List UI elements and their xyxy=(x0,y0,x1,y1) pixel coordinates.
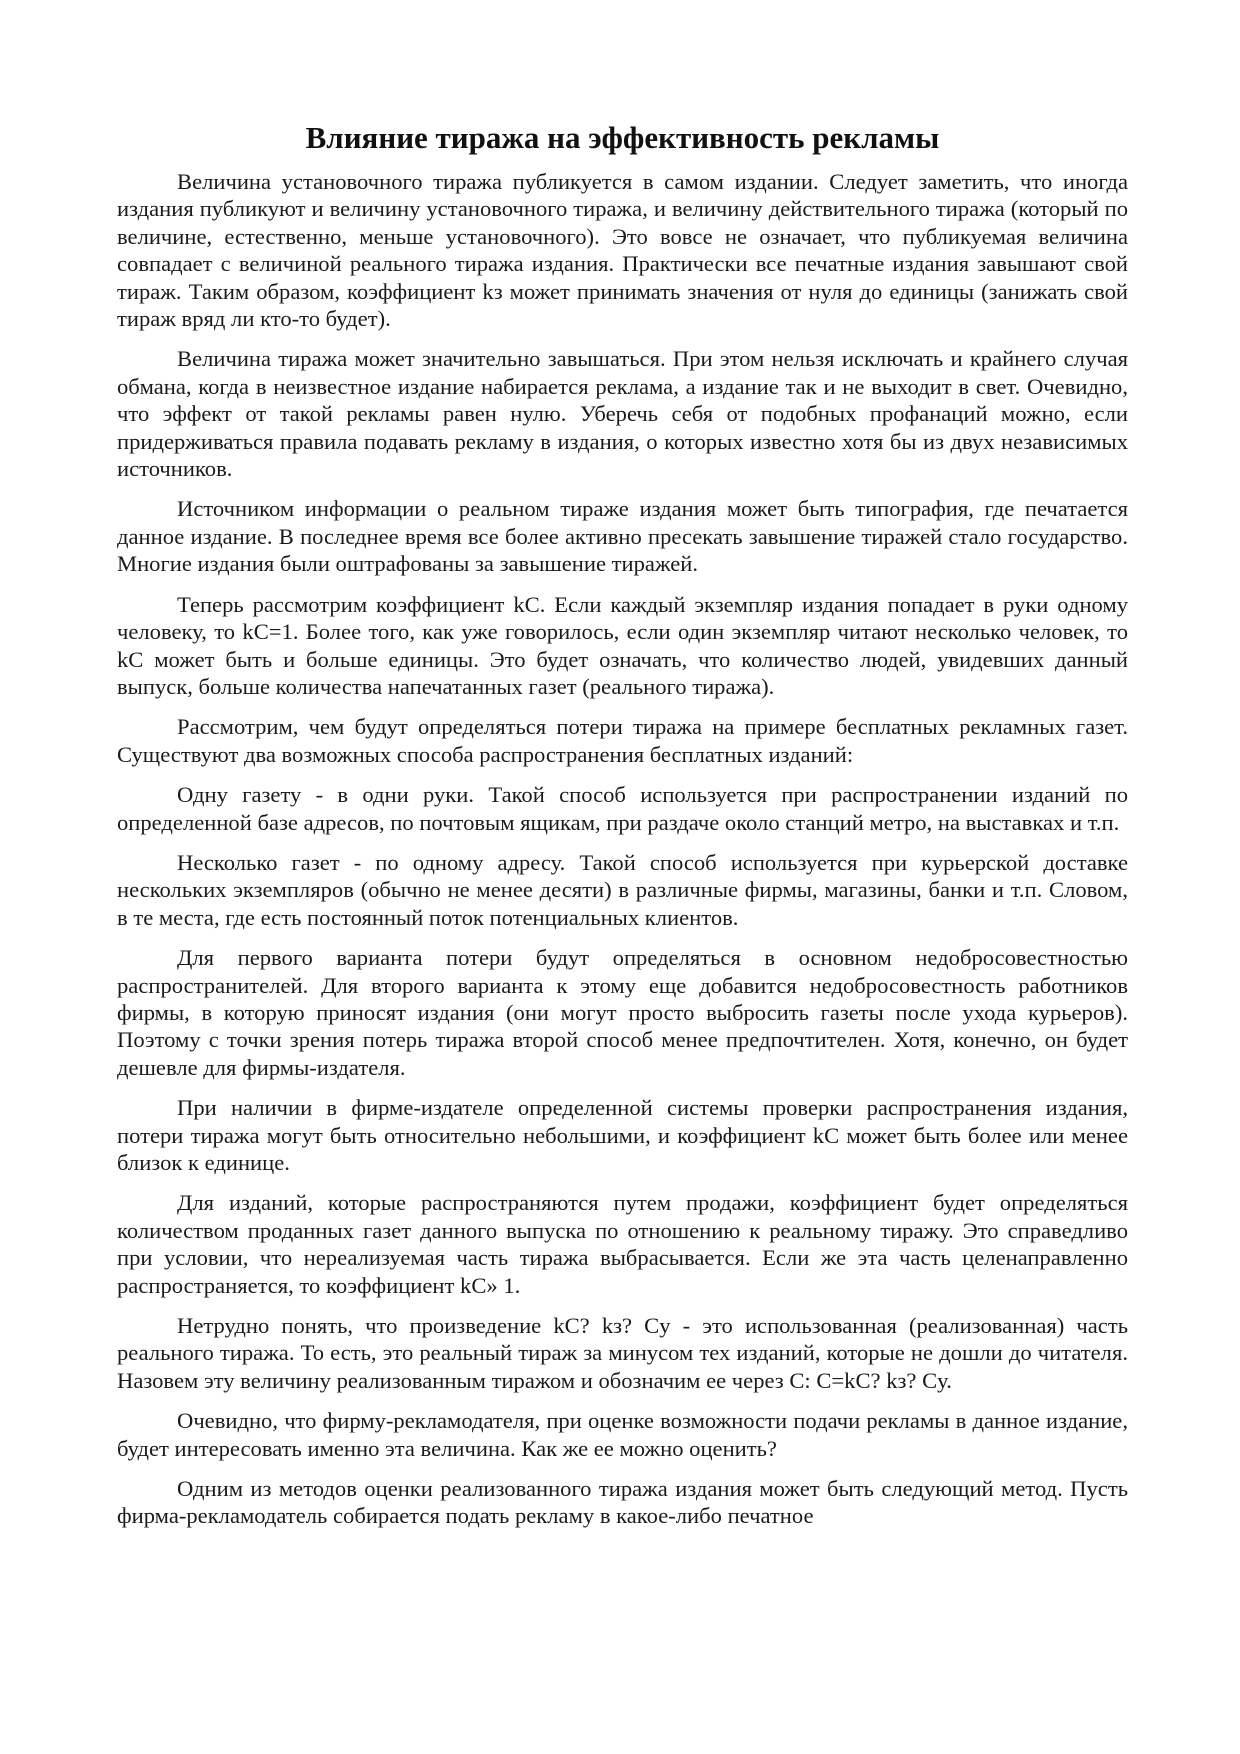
paragraph-11: Нетрудно понять, что произведение kC? kз? Cу - это использованная (реализованная) часть реального тиража. То есть, это реальный тираж за минусом тех изданий, которые не дошли до читателя. Назовем эту величину реализованным тиражом и обозначим ее через C: C=kC? kз? Cу. xyxy=(117,1313,1128,1393)
paragraph-13: Одним из методов оценки реализованного тиража издания может быть следующий метод. Пусть фирма-рекламодатель собирается подать рекламу в какое-либо печатное xyxy=(117,1476,1128,1529)
paragraph-1: Величина установочного тиража публикуется в самом издании. Следует заметить, что иногда издания публикуют и величину установочного тиража, и величину действительного тиража (который по величине, естественно, меньше установочного). Это вовсе не означает, что публикуемая величина совпадает с величиной реального тиража издания. Практически все печатные издания завышают свой тираж. Таким образом, коэффициент kз может принимать значения от нуля до единицы (занижать свой тираж вряд ли кто-то будет). xyxy=(117,169,1128,332)
paragraph-2: Величина тиража может значительно завышаться. При этом нельзя исключать и крайнего случая обмана, когда в неизвестное издание набирается реклама, а издание так и не выходит в свет. Очевидно, что эффект от такой рекламы равен нулю. Уберечь себя от подобных профанаций можно, если придерживаться правила подавать рекламу в издания, о которых известно хотя бы из двух независимых источников. xyxy=(117,346,1128,482)
paragraph-10: Для изданий, которые распространяются путем продажи, коэффициент будет определяться количеством проданных газет данного выпуска по отношению к реальному тиражу. Это справедливо при условии, что нереализуемая часть тиража выбрасывается. Если же эта часть целенаправленно распространяется, то коэффициент kC» 1. xyxy=(117,1190,1128,1298)
paragraph-8: Для первого варианта потери будут определяться в основном недобросовестностью распространителей. Для второго варианта к этому еще добавится недобросовестность работников фирмы, в которую приносят издания (они могут просто выбросить газеты после ухода курьеров). Поэтому с точки зрения потерь тиража второй способ менее предпочтителен. Хотя, конечно, он будет дешевле для фирмы-издателя. xyxy=(117,945,1128,1080)
paragraph-12: Очевидно, что фирму-рекламодателя, при оценке возможности подачи рекламы в данное издание, будет интересовать именно эта величина. Как же ее можно оценить? xyxy=(117,1408,1128,1461)
paragraph-3: Источником информации о реальном тираже издания может быть типография, где печатается данное издание. В последнее время все более активно пресекать завышение тиражей стало государство. Многие издания были оштрафованы за завышение тиражей. xyxy=(117,496,1128,577)
paragraph-9: При наличии в фирме-издателе определенной системы проверки распространения издания, потери тиража могут быть относительно небольшими, и коэффициент kC может быть более или менее близок к единице. xyxy=(117,1095,1128,1175)
paragraph-4: Теперь рассмотрим коэффициент kC. Если каждый экземпляр издания попадает в руки одному человеку, то kC=1. Более того, как уже говорилось, если один экземпляр читают несколько человек, то kC может быть и больше единицы. Это будет означать, что количество людей, увидевших данный выпуск, больше количества напечатанных газет (реального тиража). xyxy=(117,591,1128,699)
document-title: Влияние тиража на эффективность рекламы xyxy=(305,120,940,155)
paragraph-7: Несколько газет - по одному адресу. Такой способ используется при курьерской доставке нескольких экземпляров (обычно не менее десяти) в различные фирмы, магазины, банки и т.п. Словом, в те места, где есть постоянный поток потенциальных клиентов. xyxy=(117,849,1128,930)
paragraph-6: Одну газету - в одни руки. Такой способ используется при распространении изданий по определенной базе адресов, по почтовым ящикам, при раздаче около станций метро, на выставках и т.п. xyxy=(117,782,1128,835)
paragraph-5: Рассмотрим, чем будут определяться потери тиража на примере бесплатных рекламных газет. Существуют два возможных способа распространения бесплатных изданий: xyxy=(117,714,1128,767)
document-body xyxy=(117,118,1128,1543)
